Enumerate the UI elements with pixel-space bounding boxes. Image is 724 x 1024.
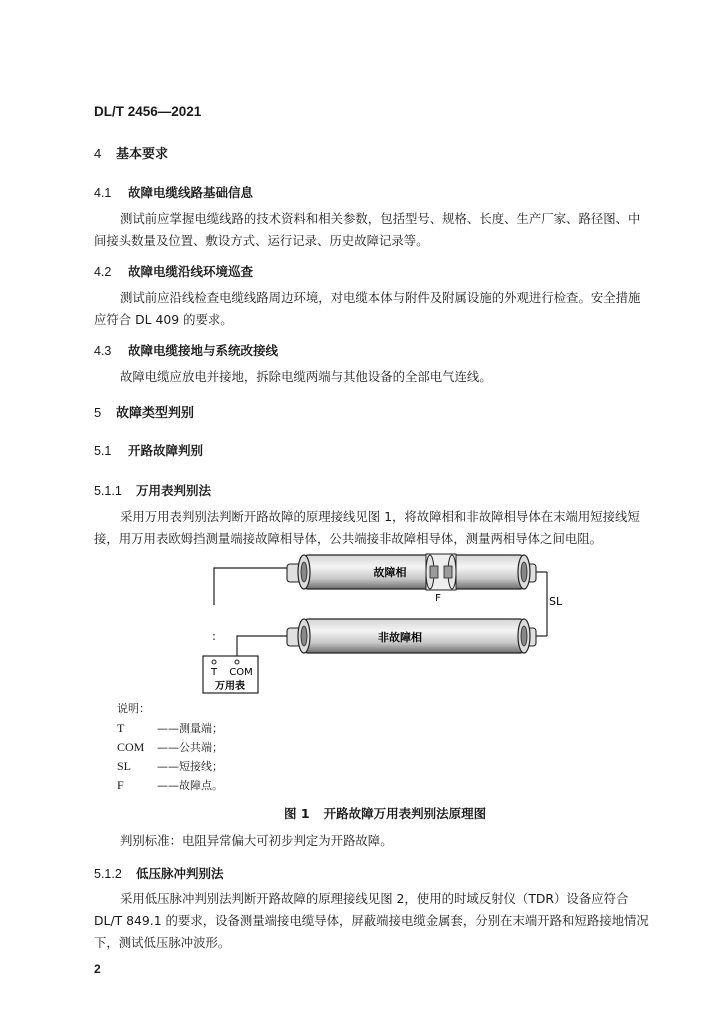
figure-caption [284, 804, 486, 822]
section-5-heading [94, 402, 194, 421]
figure-1-diagram [190, 548, 570, 700]
section-5-1-2-heading [94, 864, 224, 882]
section-title: 开路故障判别 [128, 443, 204, 458]
t-terminal-label: T [210, 667, 218, 678]
legend-desc: ——故障点。 [157, 779, 223, 792]
section-title: 故障类型判别 [116, 406, 195, 421]
page-number: 2 [94, 962, 101, 976]
section-4-2-heading [94, 262, 253, 280]
section-title: 基本要求 [116, 147, 169, 162]
figure-number: 图 1 [284, 806, 310, 821]
fault-point-label: F [435, 593, 441, 604]
normal-phase-cable [287, 619, 536, 653]
com-terminal-icon [235, 660, 239, 664]
section-number: 4.1 [94, 186, 112, 200]
section-5-1-heading [94, 441, 203, 459]
section-4-1-heading [94, 183, 253, 201]
section-number: 5.1 [94, 444, 112, 458]
section-number: 4.2 [94, 265, 112, 279]
paragraph-line: 间接头数量及位置、敷设方式、运行记录、历史故障记录等。 [94, 233, 429, 248]
paragraph-line: 下，测试低压脉冲波形。 [94, 935, 231, 950]
legend-item [117, 777, 223, 793]
figure-title: 开路故障万用表判别法原理图 [323, 806, 487, 821]
com-terminal-label: COM [229, 667, 253, 678]
legend-item [117, 739, 223, 755]
section-title: 万用表判别法 [136, 483, 212, 498]
section-5-1-1-heading [94, 481, 211, 499]
criterion-text: 判别标准：电阻异常偏大可初步判定为开路故障。 [120, 833, 393, 848]
fault-phase-cable [287, 554, 536, 604]
legend-desc: ——公共端； [157, 741, 223, 754]
section-number: 5 [94, 405, 102, 420]
section-number: 5.1.2 [94, 867, 122, 881]
section-4-heading [94, 143, 168, 162]
paragraph-line: 测试前应沿线检查电缆线路周边环境，对电缆本体与附件及附属设施的外观进行检查。安全措施 [120, 290, 641, 305]
shorting-link-label: SL [549, 595, 563, 608]
legend-key: T [117, 721, 125, 735]
paragraph-line: 采用万用表判别法判断开路故障的原理接线见图 1，将故障相和非故障相导体在末端用短接线短 [120, 509, 640, 524]
section-number: 5.1.1 [94, 484, 122, 498]
legend-desc: ——短接线； [157, 760, 223, 773]
legend-title: 说明： [117, 702, 150, 715]
document-code: DL/T 2456—2021 [94, 104, 202, 119]
paragraph-line: 应符合 DL 409 的要求。 [94, 312, 233, 327]
fault-phase-label: 故障相 [373, 566, 407, 579]
legend-item [117, 758, 223, 774]
legend-key: COM [117, 740, 145, 754]
section-number: 4.3 [94, 344, 112, 358]
section-number: 4 [94, 146, 102, 161]
legend-item [117, 720, 223, 736]
legend-desc: ——测量端； [157, 722, 223, 735]
section-title: 低压脉冲判别法 [136, 866, 224, 881]
legend-key: F [117, 778, 124, 792]
multimeter [203, 656, 258, 693]
section-4-3-heading [94, 341, 278, 359]
paragraph-line: DL/T 849.1 的要求，设备测量端接电缆导体，屏蔽端接电缆金属套，分别在末端开路和短路接地情况 [94, 913, 649, 928]
normal-phase-label: 非故障相 [378, 631, 422, 644]
t-lead-wire [214, 568, 287, 605]
legend-key: SL [117, 759, 132, 773]
section-title: 故障电缆线路基础信息 [128, 185, 254, 200]
multimeter-label: 万用表 [215, 681, 245, 692]
paragraph-line: 测试前应掌握电缆线路的技术资料和相关参数，包括型号、规格、长度、生产厂家、路径图、中 [120, 211, 641, 226]
section-title: 故障电缆接地与系统改接线 [128, 343, 279, 358]
paragraph-line: 采用低压脉冲判别法判断开路故障的原理接线见图 2，使用的时域反射仪（TDR）设备应符合 [120, 891, 629, 906]
section-title: 故障电缆沿线环境巡查 [128, 264, 254, 279]
t-terminal-icon [212, 660, 216, 664]
paragraph-line: 故障电缆应放电并接地，拆除电缆两端与其他设备的全部电气连线。 [120, 369, 492, 384]
paragraph-line: 接，用万用表欧姆挡测量端接故障相导体，公共端接非故障相导体，测量两相导体之间电阻。 [94, 531, 603, 546]
